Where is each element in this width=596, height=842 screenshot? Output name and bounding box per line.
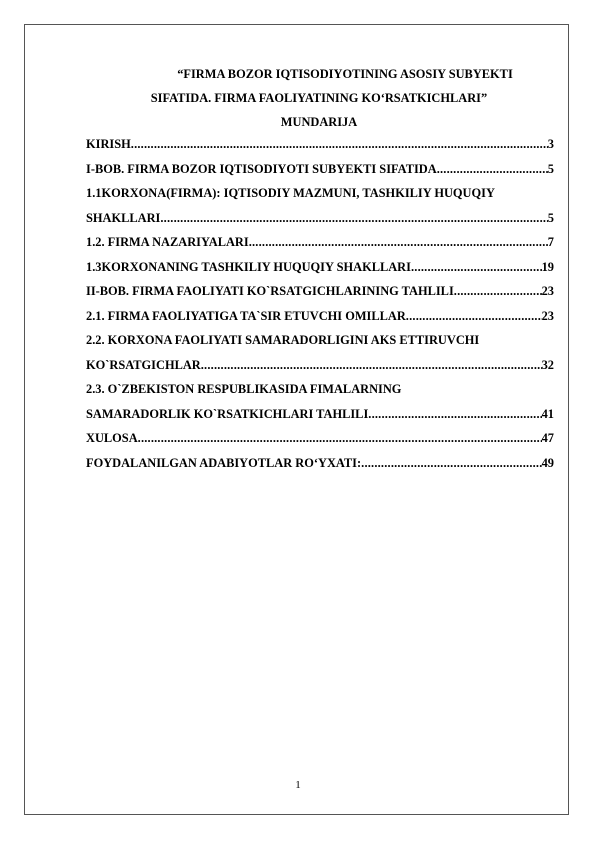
toc-entry-page: 49 (541, 455, 554, 470)
toc-entry-chapter-2[interactable] (86, 279, 554, 304)
toc-entry-label: 1.3KORXONANING TASHKILIY HUQUQIY SHAKLLARI (86, 259, 411, 274)
toc-leader-dots (249, 230, 548, 255)
toc-entry-1-2[interactable] (86, 230, 554, 255)
toc-entry-page: 41 (541, 406, 554, 421)
title-line-1: “FIRMA BOZOR IQTISODIYOTINING ASOSIY SUBYEKTI (177, 67, 513, 81)
toc-leader-dots (454, 279, 542, 304)
toc-entry-label: I-BOB. FIRMA BOZOR IQTISODIYOTI SUBYEKTI SIFATIDA (86, 161, 437, 176)
toc-entry-2-2-first-line[interactable]: 2.2. KORXONA FAOLIYATI SAMARADORLIGINI AKS ETTIRUVCHI (86, 333, 480, 347)
toc-entry-page: 5 (547, 210, 554, 225)
toc-entry-2-1[interactable] (86, 304, 554, 329)
toc-entry-label: XULOSA (86, 431, 138, 445)
toc-entry-kirish[interactable] (86, 132, 554, 157)
toc-entry-label: KO`RSATGICHLAR (86, 357, 201, 372)
toc-entry-page: 23 (541, 284, 554, 298)
contents-heading: MUNDARIJA (280, 115, 358, 129)
toc-entry-page: 3 (547, 137, 554, 151)
toc-entry-1-3[interactable] (86, 255, 554, 280)
toc-entry-xulosa[interactable] (86, 426, 554, 451)
toc-entry-page: 7 (547, 235, 554, 249)
toc-entry-label: SHAKLLARI (86, 210, 161, 225)
toc-leader-dots (437, 157, 548, 182)
toc-leader-dots (138, 426, 542, 451)
toc-entry-label: II-BOB. FIRMA FAOLIYATI KO`RSATGICHLARINING TAHLILI (86, 284, 454, 298)
toc-entry-2-3[interactable] (86, 402, 554, 427)
toc-entry-page: 19 (541, 259, 554, 274)
toc-entry-label: 1.2. FIRMA NAZARIYALARI (86, 235, 249, 249)
document-title (86, 62, 552, 134)
toc-leader-dots (368, 402, 541, 427)
title-line-2: SIFATIDA. FIRMA FAOLIYATINING KO‘RSATKICHLARI” (150, 91, 488, 105)
page-number: 1 (295, 779, 301, 791)
toc-entry-chapter-1[interactable] (86, 157, 554, 182)
toc-leader-dots (131, 132, 548, 157)
table-of-contents (86, 132, 554, 475)
toc-entry-2-2[interactable] (86, 353, 554, 378)
toc-entry-2-3-first-line[interactable]: 2.3. O`ZBEKISTON RESPUBLIKASIDA FIMALARNING (86, 382, 402, 396)
toc-entry-1-1-first-line[interactable]: 1.1KORXONA(FIRMA): IQTISODIY MAZMUNI, TASHKILIY HUQUQIY (86, 186, 495, 200)
toc-entry-1-1[interactable] (86, 206, 554, 231)
toc-leader-dots (160, 206, 547, 231)
toc-entry-page: 5 (547, 161, 554, 176)
toc-entry-label: 2.1. FIRMA FAOLIYATIGA TA`SIR ETUVCHI OMILLAR (86, 308, 406, 323)
toc-entry-label: SAMARADORLIK KO`RSATKICHLARI TAHLILI (86, 406, 369, 421)
toc-leader-dots (406, 304, 542, 329)
toc-entry-page: 32 (541, 357, 554, 372)
toc-leader-dots (201, 353, 542, 378)
toc-entry-page: 47 (541, 431, 554, 445)
toc-leader-dots (361, 451, 541, 476)
toc-entry-label: FOYDALANILGAN ADABIYOTLAR RO‘YXATI: (86, 455, 362, 470)
toc-entry-label: KIRISH (86, 137, 131, 151)
toc-entry-references[interactable] (86, 451, 554, 476)
toc-entry-page: 23 (541, 308, 554, 323)
toc-leader-dots (411, 255, 542, 280)
